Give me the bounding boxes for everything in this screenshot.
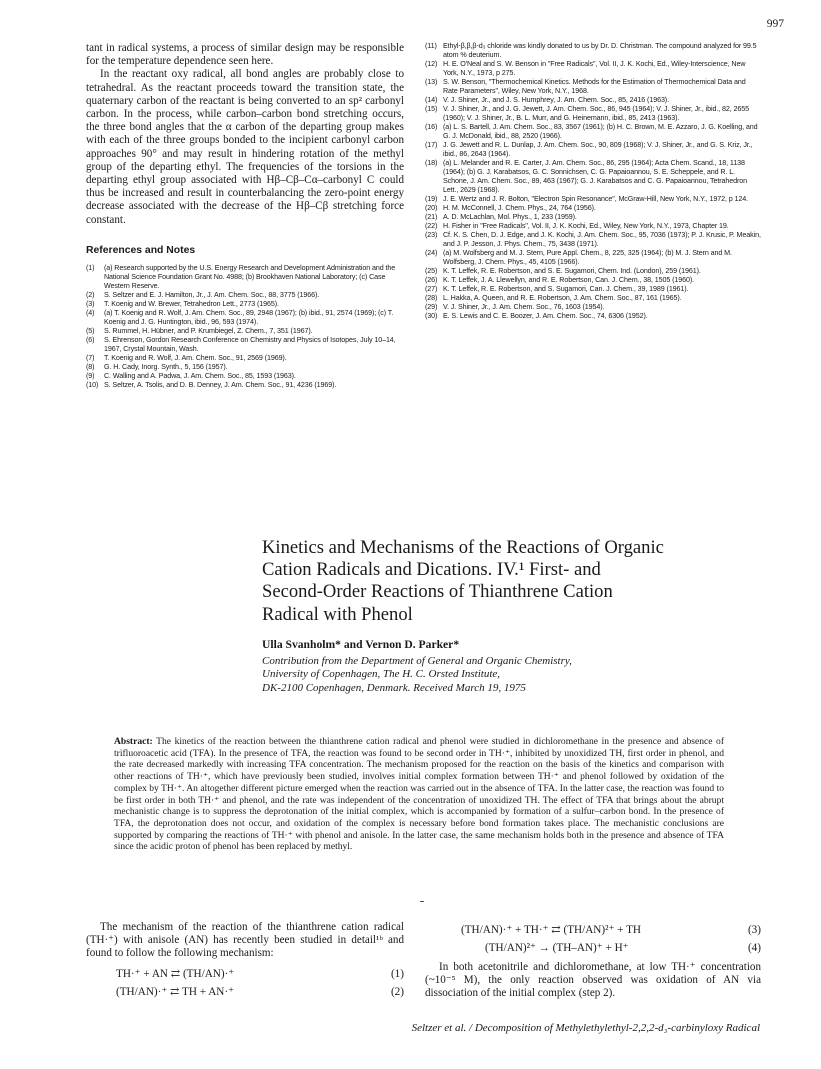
- reference-number: (3): [86, 299, 95, 308]
- reference-number: (5): [86, 326, 95, 335]
- reference-text: S. W. Benson, "Thermochemical Kinetics. Methods for the Estimation of Thermochemical Data and Rate Parameters", Wiley, New York, N.Y., 1968.: [443, 78, 746, 95]
- reference-text: (a) L. S. Bartell, J. Am. Chem. Soc., 83, 3567 (1961); (b) H. C. Brown, M. E. Azzaro, J. G. Koelling, and G. J. McDonald, ibid., 88, 2520 (1966).: [443, 123, 758, 140]
- reference-item: [86, 372, 404, 381]
- reference-list-right: [425, 42, 761, 321]
- title-line: Cation Radicals and Dications. IV.¹ First- and: [262, 559, 601, 581]
- left-column: [86, 42, 404, 390]
- references-heading: References and Notes: [86, 244, 196, 256]
- reference-item: [86, 363, 404, 372]
- reference-item: [86, 300, 404, 309]
- reference-item: [425, 105, 761, 123]
- reference-text: H. Fisher in "Free Radicals", Vol. II, J. K. Kochi, Ed., Wiley, New York, N.Y., 1973, Chapter 19.: [443, 222, 729, 230]
- reference-text: (a) M. Wolfsberg and M. J. Stern, Pure Appl. Chem., 8, 225, 325 (1964); (b) M. J. Stern and M. Wolfsberg, J. Chem. Phys., 45, 4105 (1966).: [443, 249, 732, 266]
- reference-item: [425, 231, 761, 249]
- reference-text: Ethyl-β,β,β-d₃ chloride was kindly donated to us by Dr. D. Christman. The compound analyzed for 99.5 atom % deuterium.: [443, 42, 757, 59]
- reference-item: [425, 123, 761, 141]
- reference-item: [86, 327, 404, 336]
- reference-number: (25): [425, 267, 438, 275]
- abstract-text: The kinetics of the reaction between the thianthrene cation radical and phenol were studied in dichloromethane in the presence and absence of trifluoroacetic acid (TFA). In the presence of TFA, the reaction was found to be second order in TH·⁺, inhibited by unoxidized TH, first order in phenol, and the rate decreased markedly with increasing TFA concentration. The mechanism proposed for the reaction on the basis of the kinetics and comparison with other reactions of TH·⁺, which have previously been studied, involves initial complex formation between TH·⁺ and phenol followed by oxidation of the complex by TH·⁺. An altogether different picture emerged when the reaction was carried out in the absence of TFA. In the latter case, the reaction was found to be first order in both TH·⁺ and phenol, and the rate was independent of the concentration of unoxidized TH. The effect of TFA that brings about the abrupt mechanistic change is to suppress the deprotonation of the initial complex, which is accompanied by formation of a sulfur–carbon bond. In the presence of TFA, the deprotonation does not occur, and oxidation of the complex is necessary before bond formation takes place. The mechanistic conclusions are supported by comparing the reactions of TH·⁺ with phenol and anisole. In the latter case, the same mechanism holds both in the presence and absence of TFA since the acidic proton of phenol has been replaced by methyl.: [114, 736, 725, 853]
- reference-item: [86, 264, 404, 291]
- reference-number: (13): [425, 78, 438, 86]
- reference-number: (30): [425, 312, 438, 320]
- reference-number: (1): [86, 263, 95, 272]
- reference-item: [425, 204, 761, 213]
- reference-text: L. Hakka, A. Queen, and R. E. Robertson, J. Am. Chem. Soc., 87, 161 (1965).: [443, 294, 682, 302]
- reference-item: [425, 195, 761, 204]
- reference-item: [86, 291, 404, 300]
- reference-number: (16): [425, 123, 438, 131]
- intro-paragraph: The mechanism of the reaction of the thianthrene cation radical (TH·⁺) with anisole (AN) has recently been studied in detail¹ᵇ and found to follow the following mechanism:: [86, 921, 404, 960]
- reference-text: A. D. McLachlan, Mol. Phys., 1, 233 (1959).: [443, 213, 577, 221]
- reference-item: [425, 294, 761, 303]
- reference-text: V. J. Shiner, Jr., and J. S. Humphrey, J. Am. Chem. Soc., 85, 2416 (1963).: [443, 96, 669, 104]
- reference-text: E. S. Lewis and C. E. Boozer, J. Am. Chem. Soc., 74, 6306 (1952).: [443, 312, 648, 320]
- reference-text: V. J. Shiner, Jr., J. Am. Chem. Soc., 76, 1603 (1954).: [443, 303, 605, 311]
- reference-text: T. Koenig and W. Brewer, Tetrahedron Lett., 2773 (1965).: [104, 299, 279, 308]
- intro-column-left: [86, 921, 404, 1001]
- reference-text: S. Rummel, H. Hübner, and P. Krumbiegel, Z. Chem., 7, 351 (1967).: [104, 326, 313, 335]
- reference-number: (11): [425, 42, 437, 50]
- abstract-label: Abstract:: [114, 736, 153, 747]
- reference-item: [425, 213, 761, 222]
- reference-number: (26): [425, 276, 438, 284]
- reference-number: (22): [425, 222, 438, 230]
- reference-item: [425, 276, 761, 285]
- affiliation-line: University of Copenhagen, The H. C. Orsted Institute,: [262, 668, 501, 681]
- body-paragraph: tant in radical systems, a process of similar design may be responsible for the temperature dependence seen here.: [86, 42, 404, 68]
- reference-number: (7): [86, 353, 95, 362]
- reference-item: [425, 285, 761, 294]
- right-column: [425, 42, 761, 321]
- reference-text: H. E. O'Neal and S. W. Benson in "Free Radicals", Vol. II, J. K. Kochi, Ed., Wiley-Interscience, New York, N.Y., 1973, p 275.: [443, 60, 746, 77]
- reference-text: C. Walling and A. Padwa, J. Am. Chem. Soc., 85, 1593 (1963).: [104, 371, 296, 380]
- equation-number: (3): [747, 924, 761, 936]
- equation-row: [425, 939, 761, 957]
- reference-text: S. Seltzer and E. J. Hamilton, Jr., J. Am. Chem. Soc., 88, 3775 (1966).: [104, 290, 320, 299]
- reference-text: S. Ehrenson, Gordon Research Conference on Chemistry and Physics of Isotopes, July 10–14, 1967, Crystal Mountain, Wash.: [104, 335, 396, 353]
- reference-number: (12): [425, 60, 438, 68]
- reference-number: (8): [86, 362, 95, 371]
- section-divider: [420, 901, 424, 902]
- article-title: [262, 537, 722, 626]
- reference-number: (15): [425, 105, 438, 113]
- reference-number: (28): [425, 294, 438, 302]
- reference-number: (27): [425, 285, 438, 293]
- reference-text: (a) L. Melander and R. E. Carter, J. Am. Chem. Soc., 86, 295 (1964); Acta Chem. Scand., 18, 1138 (1964); (b) G. J. Karabatsos, G. C. Sonnichsen, C. G. Papaioannou, S. E. Scheppele, and R. L. Schone, J. Am. Chem. Soc., 89, 463 (1967); G. J. Karabatsos and C. G. Papaioannou, Tetrahedron Lett., 2629 (1968).: [443, 159, 748, 194]
- reference-text: T. Koenig and R. Wolf, J. Am. Chem. Soc., 91, 2569 (1969).: [104, 353, 287, 362]
- equation-expression: (TH/AN)·⁺ + TH·⁺ ⇄ (TH/AN)²⁺ + TH: [461, 924, 641, 936]
- reference-text: J. E. Wertz and J. R. Bolton, "Electron Spin Resonance", McGraw-Hill, New York, N.Y., 1972, p 124.: [443, 195, 748, 203]
- reference-number: (17): [425, 141, 438, 149]
- reference-text: (a) Research supported by the U.S. Energy Research and Development Administration and the National Science Foundation Grant No. 4988; (b) Brookhaven National Laboratory; (c) Case Western Reserve.: [104, 263, 396, 290]
- body-paragraph: In the reactant oxy radical, all bond angles are probably close to tetrahedral. As the reactant proceeds toward the transition state, the quaternary carbon of the reactant is being converted to an sp² carbonyl carbon. In the process, while carbon–carbon bond stretching occurs, the three bond angles that the α carbon of the departing group makes with each of the three groups bonded to the incipient carbonyl carbon approaches 90° and may result in hindering rotation of the methyl group of the departing ethyl. The frequencies of the torsions in the departing ethyl group associated with Hβ–Cβ–Cα–carbonyl C could thus be increased and result in counterbalancing the zero-point energy decrease associated with the decrease of the Hβ–Cβ stretching force constant.: [86, 68, 404, 226]
- reference-number: (14): [425, 96, 438, 104]
- reference-item: [86, 354, 404, 363]
- reference-text: Cf. K. S. Chen, D. J. Edge, and J. K. Kochi, J. Am. Chem. Soc., 95, 7036 (1973); P. J. Krusic, P. Meakin, and J. P. Jesson, J. Phys. Chem., 75, 3438 (1971).: [443, 231, 761, 248]
- reference-number: (9): [86, 371, 95, 380]
- reference-text: (a) T. Koenig and R. Wolf, J. Am. Chem. Soc., 89, 2948 (1967); (b) ibid., 91, 2574 (1969); (c) T. Koenig and J. G. Huntington, ibid., 96, 593 (1974).: [104, 308, 394, 326]
- reference-item: [425, 267, 761, 276]
- reference-item: [86, 381, 404, 390]
- intro-column-right: [425, 921, 761, 1001]
- reference-item: [86, 309, 404, 327]
- reference-number: (20): [425, 204, 438, 212]
- equation-row: [425, 921, 761, 939]
- reference-number: (29): [425, 303, 438, 311]
- title-line: Second-Order Reactions of Thianthrene Cation: [262, 581, 613, 603]
- equation-row: [86, 965, 404, 983]
- title-line: Kinetics and Mechanisms of the Reactions of Organic: [262, 537, 664, 558]
- equation-number: (2): [390, 985, 404, 998]
- reference-item: [425, 96, 761, 105]
- reference-number: (21): [425, 213, 438, 221]
- reference-item: [86, 336, 404, 354]
- reference-item: [425, 249, 761, 267]
- equation-expression: (TH/AN)·⁺ ⇄ TH + AN·⁺: [116, 985, 235, 998]
- reference-text: K. T. Leffek, R. E. Robertson, and S. Sugamori, Can. J. Chem., 39, 1989 (1961).: [443, 285, 689, 293]
- reference-item: [425, 141, 761, 159]
- page-number: 997: [766, 18, 784, 30]
- affiliation-line: DK-2100 Copenhagen, Denmark. Received March 19, 1975: [262, 681, 526, 694]
- reference-item: [425, 60, 761, 78]
- reference-text: V. J. Shiner, Jr., and J. G. Jewett, J. Am. Chem. Soc., 86, 945 (1964); V. J. Shiner, Jr., ibid., 82, 2655 (1960); V. J. Shiner, Jr., B. L. Murr, and G. Heinemann, ibid., 85, 2413 (1963).: [443, 105, 750, 122]
- reference-number: (19): [425, 195, 438, 203]
- reference-item: [425, 159, 761, 195]
- equation-number: (1): [390, 967, 404, 980]
- reference-number: (4): [86, 308, 95, 317]
- article-header: [262, 537, 722, 695]
- reference-item: [425, 42, 761, 60]
- reference-number: (18): [425, 159, 438, 167]
- reference-number: (23): [425, 231, 438, 239]
- running-footer: Seltzer et al. / Decomposition of Methylethylethyl-2,2,2-d₃-carbinyloxy Radical: [411, 1022, 760, 1034]
- reference-number: (2): [86, 290, 95, 299]
- affiliation-line: Contribution from the Department of General and Organic Chemistry,: [262, 654, 572, 667]
- reference-item: [425, 78, 761, 96]
- reference-number: (24): [425, 249, 438, 257]
- reference-text: G. H. Cady, Inorg. Synth., 5, 156 (1957).: [104, 362, 228, 371]
- body-paragraph: In both acetonitrile and dichloromethane, at low TH·⁺ concentration (~10⁻⁵ M), the only reaction observed was oxidation of AN via dissociation of the initial complex (step 2).: [425, 961, 761, 1000]
- equation-row: [86, 983, 404, 1001]
- reference-text: S. Seltzer, A. Tsolis, and D. B. Denney, J. Am. Chem. Soc., 91, 4236 (1969).: [104, 380, 337, 389]
- reference-list-left: [86, 264, 404, 390]
- reference-text: J. G. Jewett and R. L. Dunlap, J. Am. Chem. Soc., 90, 809 (1968); V. J. Shiner, Jr., and G. S. Kriz, Jr., ibid., 86, 2643 (1964).: [443, 141, 753, 158]
- reference-item: [425, 303, 761, 312]
- reference-number: (10): [86, 380, 99, 389]
- equation-number: (4): [747, 942, 761, 954]
- equation-expression: (TH/AN)²⁺ → (TH–AN)⁺ + H⁺: [485, 942, 629, 954]
- reference-item: [425, 222, 761, 231]
- reference-number: (6): [86, 335, 95, 344]
- affiliation: [262, 655, 722, 696]
- author-line: Ulla Svanholm* and Vernon D. Parker*: [262, 637, 460, 651]
- reference-text: H. M. McConnell, J. Chem. Phys., 24, 764 (1956).: [443, 204, 596, 212]
- equation-expression: TH·⁺ + AN ⇄ (TH/AN)·⁺: [116, 967, 235, 980]
- abstract: [114, 736, 724, 853]
- reference-item: [425, 312, 761, 321]
- reference-text: K. T. Leffek, R. E. Robertson, and S. E. Sugamori, Chem. Ind. (London), 259 (1961).: [443, 267, 701, 275]
- reference-text: K. T. Leffek, J. A. Llewellyn, and R. E. Robertson, Can. J. Chem., 38, 1505 (1960).: [443, 276, 695, 284]
- title-line: Radical with Phenol: [262, 603, 413, 625]
